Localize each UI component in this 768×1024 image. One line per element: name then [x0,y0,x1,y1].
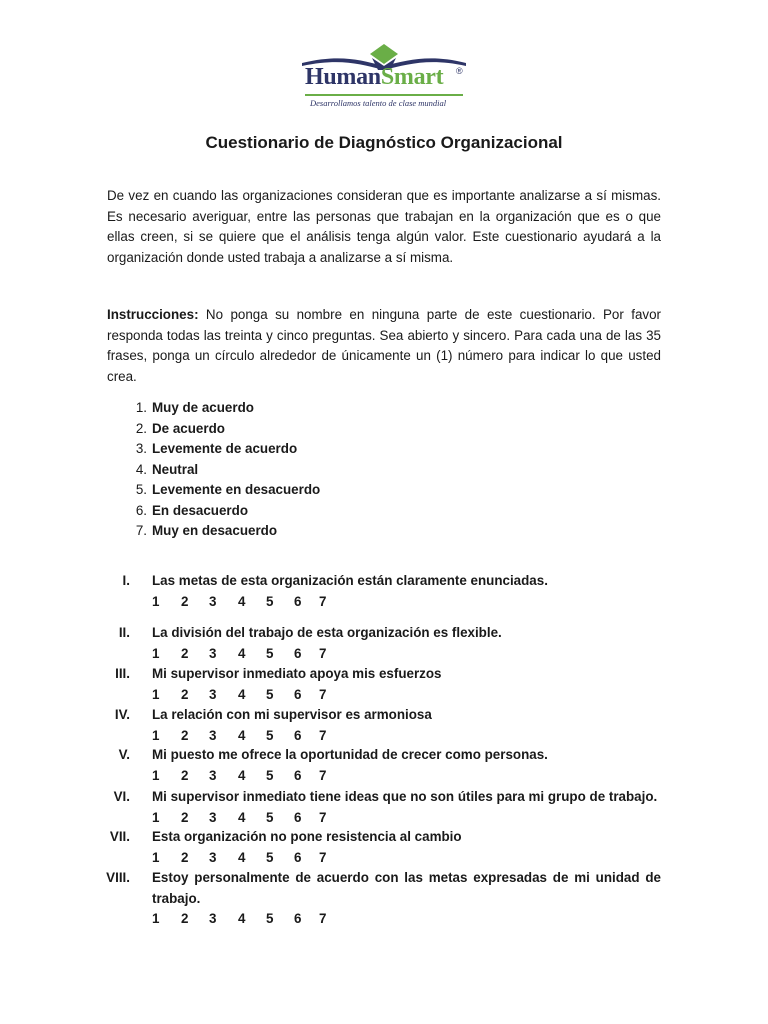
answer-option-3[interactable]: 3 [209,767,217,783]
answer-option-1[interactable]: 1 [152,686,160,702]
answer-option-1[interactable]: 1 [152,727,160,743]
scale-item-number: 4. [135,461,147,477]
scale-item-number: 1. [135,400,147,415]
scale-item-number: 2. [135,420,147,436]
scale-item-label: Levemente en desacuerdo [152,482,321,497]
question-numeral: IV. [114,707,130,722]
answer-option-4[interactable]: 4 [238,727,246,743]
answer-option-2[interactable]: 2 [181,686,189,702]
scale-item-label: Muy de acuerdo [152,400,254,415]
logo-tagline: Desarrollamos talento de clase mundial [310,98,447,108]
answer-option-6[interactable]: 6 [294,849,302,865]
question-item [0,745,768,786]
question-item [0,664,768,705]
question-numeral: II. [118,625,130,640]
answer-option-3[interactable]: 3 [209,593,217,609]
answer-option-1[interactable]: 1 [152,593,160,609]
answer-option-2[interactable]: 2 [181,767,189,783]
answer-option-6[interactable]: 6 [294,727,302,743]
intro-paragraph: De vez en cuando las organizaciones consideran que es importante analizarse a sí mismas. Es necesario averiguar, entre las personas que trabajan en la organización que es o que ellas creen, si se quiere que el análisis tenga algún valor. Este cuestionario ayudará a la organización donde usted trabaja a analizarse a sí misma. [107,188,661,265]
instructions-paragraph [107,305,661,387]
answer-option-7[interactable]: 7 [319,727,327,743]
answer-option-2[interactable]: 2 [181,727,189,743]
registered-mark: ® [456,66,463,76]
question-numeral: I. [122,573,130,588]
answer-option-6[interactable]: 6 [294,809,302,825]
question-text: Mi supervisor inmediato apoya mis esfuerzos [152,666,442,681]
answer-option-2[interactable]: 2 [181,911,189,926]
answer-option-5[interactable]: 5 [266,809,274,825]
answer-option-4[interactable]: 4 [238,911,246,926]
scale-item-number: 3. [135,441,147,456]
answer-option-1[interactable]: 1 [152,767,160,783]
answer-option-6[interactable]: 6 [294,767,302,783]
answer-option-5[interactable]: 5 [266,849,274,865]
question-numeral: III. [115,666,130,681]
answer-option-6[interactable]: 6 [294,911,302,926]
question-numeral: VII. [109,829,130,844]
answer-option-1[interactable]: 1 [152,911,160,926]
scale-item-number: 6. [135,502,147,518]
answer-option-1[interactable]: 1 [152,809,160,825]
answer-option-5[interactable]: 5 [266,767,274,783]
answer-option-3[interactable]: 3 [209,849,217,865]
answer-option-2[interactable]: 2 [181,645,189,661]
answer-option-5[interactable]: 5 [266,593,274,609]
answer-option-4[interactable]: 4 [238,767,246,783]
answer-option-4[interactable]: 4 [238,849,246,865]
answer-option-2[interactable]: 2 [181,849,189,865]
question-item [0,868,768,930]
scale-item-label: Levemente de acuerdo [152,441,298,456]
humansmart-logo [300,40,470,115]
scale-item-number: 5. [135,482,147,497]
answer-option-5[interactable]: 5 [266,727,274,743]
question-text: La división del trabajo de esta organización es flexible. [152,625,502,640]
answer-option-5[interactable]: 5 [266,911,274,926]
answer-option-4[interactable]: 4 [238,593,246,609]
answer-option-3[interactable]: 3 [209,911,217,926]
instructions-label: Instrucciones: [107,307,199,322]
brand-name: HumanSmart [305,64,444,90]
answer-option-2[interactable]: 2 [181,809,189,825]
answer-option-4[interactable]: 4 [238,645,246,661]
scale-item-number: 7. [135,523,147,538]
answer-option-6[interactable]: 6 [294,686,302,702]
question-numeral: VI. [113,789,130,804]
answer-option-2[interactable]: 2 [181,593,189,609]
answer-option-4[interactable]: 4 [238,686,246,702]
question-text: Estoy personalmente de acuerdo con las metas expresadas de mi unidad de trabajo. [152,870,661,906]
answer-option-6[interactable]: 6 [294,645,302,661]
answer-option-7[interactable]: 7 [319,809,327,825]
answer-option-7[interactable]: 7 [319,911,327,926]
answer-option-4[interactable]: 4 [238,809,246,825]
scale-item-label: Muy en desacuerdo [152,523,278,538]
answer-option-7[interactable]: 7 [319,593,327,609]
question-text: Mi supervisor inmediato tiene ideas que no son útiles para mi grupo de trabajo. [152,789,658,804]
question-numeral: V. [118,747,130,762]
page-title: Cuestionario de Diagnóstico Organizacional [205,133,563,152]
answer-option-1[interactable]: 1 [152,645,160,661]
instructions-text: No ponga su nombre en ninguna parte de este cuestionario. Por favor responda todas las treinta y cinco preguntas. Sea abierto y sincero. Para cada una de las 35 frases, ponga un círculo alrededor de únicamente un (1) número para indicar lo que usted crea. [107,307,661,384]
answer-option-7[interactable]: 7 [319,645,327,661]
question-numeral: VIII. [106,870,130,885]
scale-item-label: De acuerdo [152,420,225,436]
answer-option-7[interactable]: 7 [319,849,327,865]
answer-option-6[interactable]: 6 [294,593,302,609]
answer-option-1[interactable]: 1 [152,849,160,865]
question-item [0,705,768,746]
question-item [0,827,768,868]
question-text: Mi puesto me ofrece la oportunidad de crecer como personas. [152,747,548,762]
answer-option-3[interactable]: 3 [209,686,217,702]
answer-option-3[interactable]: 3 [209,727,217,743]
scale-item-label: En desacuerdo [152,502,248,518]
question-item [0,571,768,612]
scale-item-label: Neutral [152,461,199,477]
answer-option-5[interactable]: 5 [266,686,274,702]
answer-option-7[interactable]: 7 [319,767,327,783]
answer-option-3[interactable]: 3 [209,645,217,661]
answer-option-3[interactable]: 3 [209,809,217,825]
answer-option-7[interactable]: 7 [319,686,327,702]
question-item [0,787,768,828]
answer-option-5[interactable]: 5 [266,645,274,661]
question-text: Esta organización no pone resistencia al cambio [152,829,462,844]
question-item [0,623,768,664]
question-text: La relación con mi supervisor es armoniosa [152,707,432,722]
question-text: Las metas de esta organización están claramente enunciadas. [152,573,548,588]
